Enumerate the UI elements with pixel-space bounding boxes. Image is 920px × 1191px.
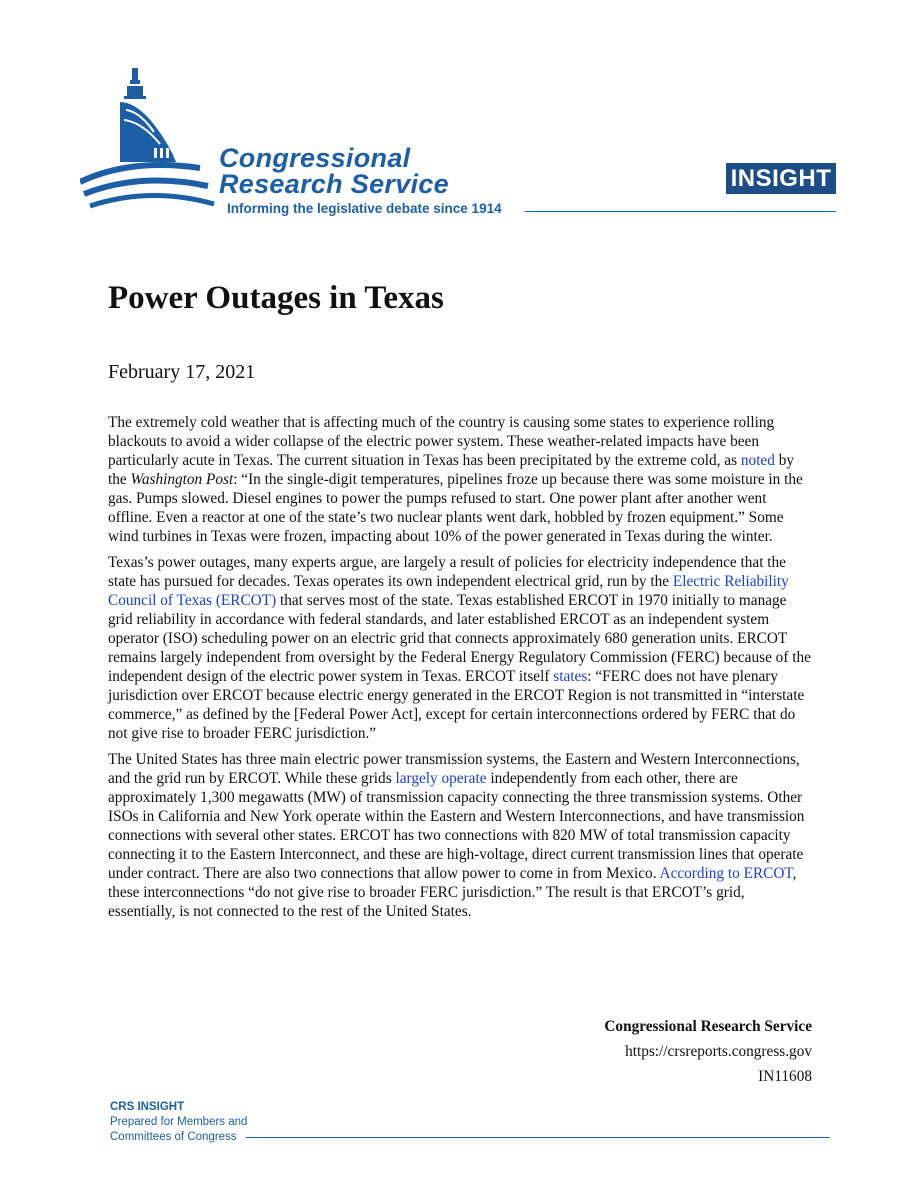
paragraph-2: Texas’s power outages, many experts argue, are largely a result of policies for electricity independence that the state has pursued for decades. Texas operates its own independent electrical grid, run by the Electric Reliability Council of Texas (ERCOT) that serves most of the state. Texas established ERCOT in 1970 initially to manage grid reliability in accordance with federal standards, and later established ERCOT as an independent system operator (ISO) scheduling power on an electric grid that connects approximately 680 generation units. ERCOT remains largely independent from oversight by the Federal Energy Regulatory Commission (FERC) because of the independent design of the electric power system in Texas. ERCOT itself states: “FERC does not have plenary jurisdiction over ERCOT because electric energy generated in the ERCOT Region is not transmitted in “interstate commerce,” as defined by the [Federal Power Act], except for certain interconnections ordered by FERC that do not give rise to broader FERC jurisdiction.” [108,554,811,742]
tagline: Informing the legislative debate since 1914 [227,201,502,216]
capitol-dome-logo [80,62,220,212]
page-header [0,0,920,230]
paragraph-1: The extremely cold weather that is affecting much of the country is causing some states to experience rolling blackouts to avoid a wider collapse of the electric power system. These weather-related impacts have been particularly acute in Texas. The current situation in Texas has been precipitated by the extreme cold, as noted by the Washington Post: “In the single-digit temperatures, pipelines froze up because there was some moisture in the gas. Pumps slowed. Diesel engines to power the pumps refused to start. One power plant after another went offline. Even a reactor at one of the state’s two nuclear plants went dark, hobbled by frozen equipment.” Some wind turbines in Texas were frozen, impacting about 10% of the power generated in Texas during the winter. [108,414,803,545]
footer-line-1: Prepared for Members and [110,1116,248,1128]
publication-date: February 17, 2021 [108,361,256,383]
insight-badge: INSIGHT [726,163,836,194]
footer-line-2: Committees of Congress [110,1131,237,1143]
paragraph-3: The United States has three main electric power transmission systems, the Eastern and Western Interconnections, and the grid run by ERCOT. While these grids largely operate independently from each other, there are approximately 1,300 megawatts (MW) of transmission capacity connecting the three transmission systems. Other ISOs in California and New York operate within the Eastern and Western Interconnections, and have transmission connections with several other states. ERCOT has two connections with 820 MW of total transmission capacity connecting it to the Eastern Interconnect, and these are high-voltage, direct current transmission lines that operate under contract. There are also two connections that allow power to come in from Mexico. According to ERCOT, these interconnections “do not give rise to broader FERC jurisdiction.” The result is that ERCOT’s grid, essentially, is not connected to the rest of the United States. [108,751,805,920]
largely-operate-link[interactable]: largely operate [395,770,487,787]
page-title: Power Outages in Texas [108,280,444,316]
signature-url[interactable]: https://crsreports.congress.gov [625,1043,812,1060]
org-name-line-2: Research Service [219,169,449,199]
footer-title: CRS INSIGHT [110,1101,185,1113]
org-name-line-1: Congressional [219,143,411,173]
page-footer [110,1100,247,1145]
signature-org: Congressional Research Service [604,1018,812,1035]
report-id: IN11608 [758,1068,812,1085]
tagline-rule [525,211,836,212]
states-link[interactable]: states [553,668,588,685]
body-text [108,413,814,928]
noted-link[interactable]: noted [740,452,775,469]
washington-post-italic: Washington Post [130,471,234,488]
ercot-link[interactable]: Electric Reliability Council of Texas (ERCOT) [108,573,789,609]
according-to-ercot-link[interactable]: According to ERCOT [659,865,793,882]
footer-rule [246,1137,830,1138]
signature-block [604,1014,812,1089]
